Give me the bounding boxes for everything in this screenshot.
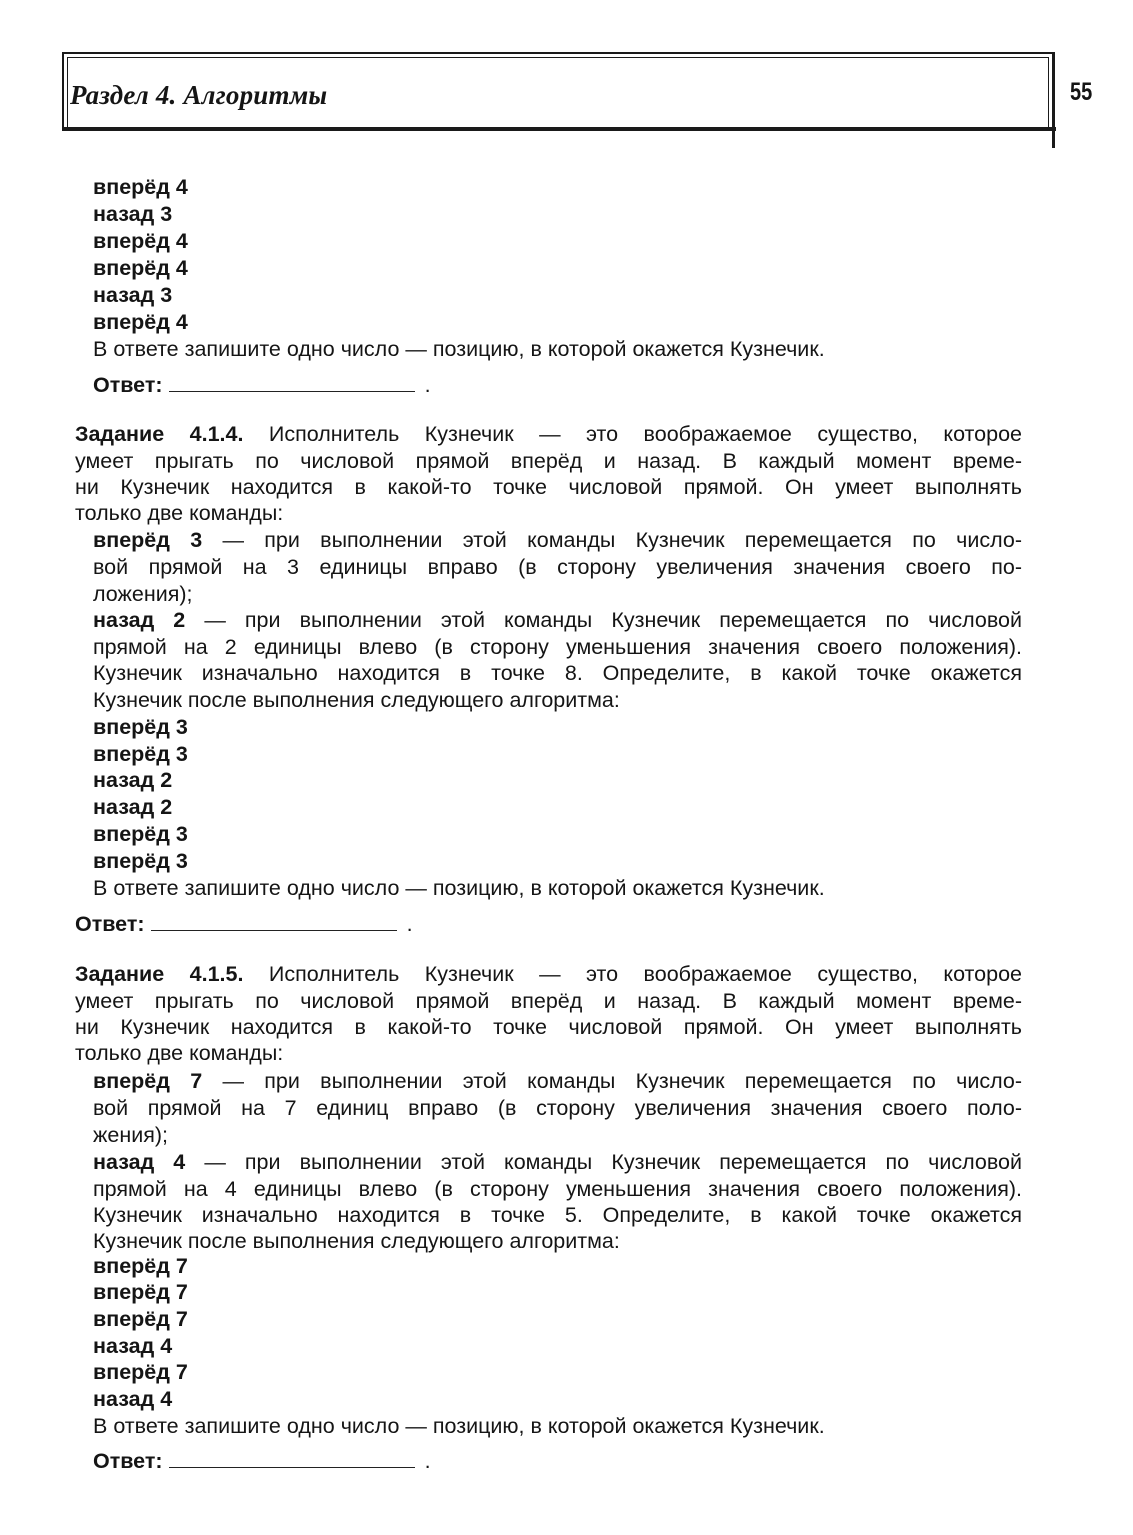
command-definition-line: вой прямой на 3 единицы вправо (в сторону увеличения значения своего по- (93, 555, 1022, 579)
command-line: вперёд 4 (93, 175, 188, 199)
command-definition-line: прямой на 4 единицы влево (в сторону уменьшения значения своего положения). (93, 1177, 1022, 1201)
task-intro-line: только две команды: (75, 1041, 284, 1065)
command-line: вперёд 4 (93, 256, 188, 280)
answer-label: Ответ: (93, 373, 163, 397)
command-definition-line: прямой на 2 единицы влево (в сторону уменьшения значения своего положения). (93, 635, 1022, 659)
command-name: назад 2 (93, 608, 186, 632)
section-title: Раздел 4. Алгоритмы (70, 80, 328, 110)
command-definition-line: Кузнечик изначально находится в точке 8. Определите, в какой точке окажется (93, 661, 1022, 685)
command-definition: вперёд 7 — при выполнении этой команды Кузнечик перемещается по число- (93, 1069, 1022, 1093)
task-label: Задание 4.1.5. (75, 962, 244, 986)
command-definition-line: Кузнечик изначально находится в точке 5. Определите, в какой точке окажется (93, 1203, 1022, 1227)
command-line: вперёд 4 (93, 310, 188, 334)
command-line: вперёд 4 (93, 229, 188, 253)
task-intro-line: Задание 4.1.5. Исполнитель Кузнечик — это воображаемое существо, которое (75, 962, 1022, 986)
task-intro-line: ни Кузнечик находится в какой-то точке числовой прямой. Он умеет выполнять (75, 475, 1022, 499)
command-line: вперёд 7 (93, 1280, 188, 1304)
answer-blank[interactable] (169, 1449, 415, 1468)
command-line: назад 4 (93, 1387, 173, 1411)
command-definition: назад 4 — при выполнении этой команды Кузнечик перемещается по числовой (93, 1150, 1022, 1174)
instruction-text: В ответе запишите одно число — позицию, в которой окажется Кузнечик. (93, 876, 825, 900)
answer-blank[interactable] (169, 373, 415, 392)
task-intro-line: Задание 4.1.4. Исполнитель Кузнечик — это воображаемое существо, которое (75, 422, 1022, 446)
answer-dot: . (406, 912, 413, 936)
command-line: вперёд 7 (93, 1254, 188, 1278)
answer-label: Ответ: (93, 1449, 163, 1473)
header-rule (62, 127, 1056, 131)
task-intro-line: только две команды: (75, 501, 284, 525)
command-line: вперёд 3 (93, 715, 188, 739)
command-line: назад 4 (93, 1334, 173, 1358)
command-line: назад 3 (93, 283, 173, 307)
answer-row (93, 372, 431, 398)
command-definition-line: Кузнечик после выполнения следующего алгоритма: (93, 688, 620, 712)
answer-row (75, 911, 413, 937)
header-edge (1052, 52, 1055, 148)
answer-blank[interactable] (151, 912, 397, 931)
command-definition-line: ложения); (93, 582, 193, 606)
page-number: 55 (1070, 78, 1093, 106)
command-line: вперёд 7 (93, 1360, 188, 1384)
answer-dot: . (424, 373, 431, 397)
task-intro-line: ни Кузнечик находится в какой-то точке числовой прямой. Он умеет выполнять (75, 1015, 1022, 1039)
command-line: вперёд 3 (93, 742, 188, 766)
command-name: вперёд 3 (93, 528, 203, 552)
command-definition: вперёд 3 — при выполнении этой команды Кузнечик перемещается по число- (93, 528, 1022, 552)
command-definition-line: Кузнечик после выполнения следующего алгоритма: (93, 1229, 620, 1253)
answer-label: Ответ: (75, 912, 145, 936)
command-definition-line: жения); (93, 1123, 168, 1147)
task-label: Задание 4.1.4. (75, 422, 244, 446)
command-line: вперёд 3 (93, 822, 188, 846)
command-name: назад 4 (93, 1150, 186, 1174)
task-intro-line: умеет прыгать по числовой прямой вперёд и назад. В каждый момент време- (75, 989, 1022, 1013)
command-definition-line: вой прямой на 7 единиц вправо (в сторону увеличения значения своего поло- (93, 1096, 1022, 1120)
instruction-text: В ответе запишите одно число — позицию, в которой окажется Кузнечик. (93, 337, 825, 361)
command-line: вперёд 7 (93, 1307, 188, 1331)
command-line: вперёд 3 (93, 849, 188, 873)
command-name: вперёд 7 (93, 1069, 203, 1093)
answer-dot: . (424, 1449, 431, 1473)
command-line: назад 3 (93, 202, 173, 226)
answer-row (93, 1448, 431, 1474)
instruction-text: В ответе запишите одно число — позицию, в которой окажется Кузнечик. (93, 1414, 825, 1438)
command-definition: назад 2 — при выполнении этой команды Кузнечик перемещается по числовой (93, 608, 1022, 632)
command-line: назад 2 (93, 795, 173, 819)
command-line: назад 2 (93, 768, 173, 792)
task-intro-line: умеет прыгать по числовой прямой вперёд и назад. В каждый момент време- (75, 449, 1022, 473)
